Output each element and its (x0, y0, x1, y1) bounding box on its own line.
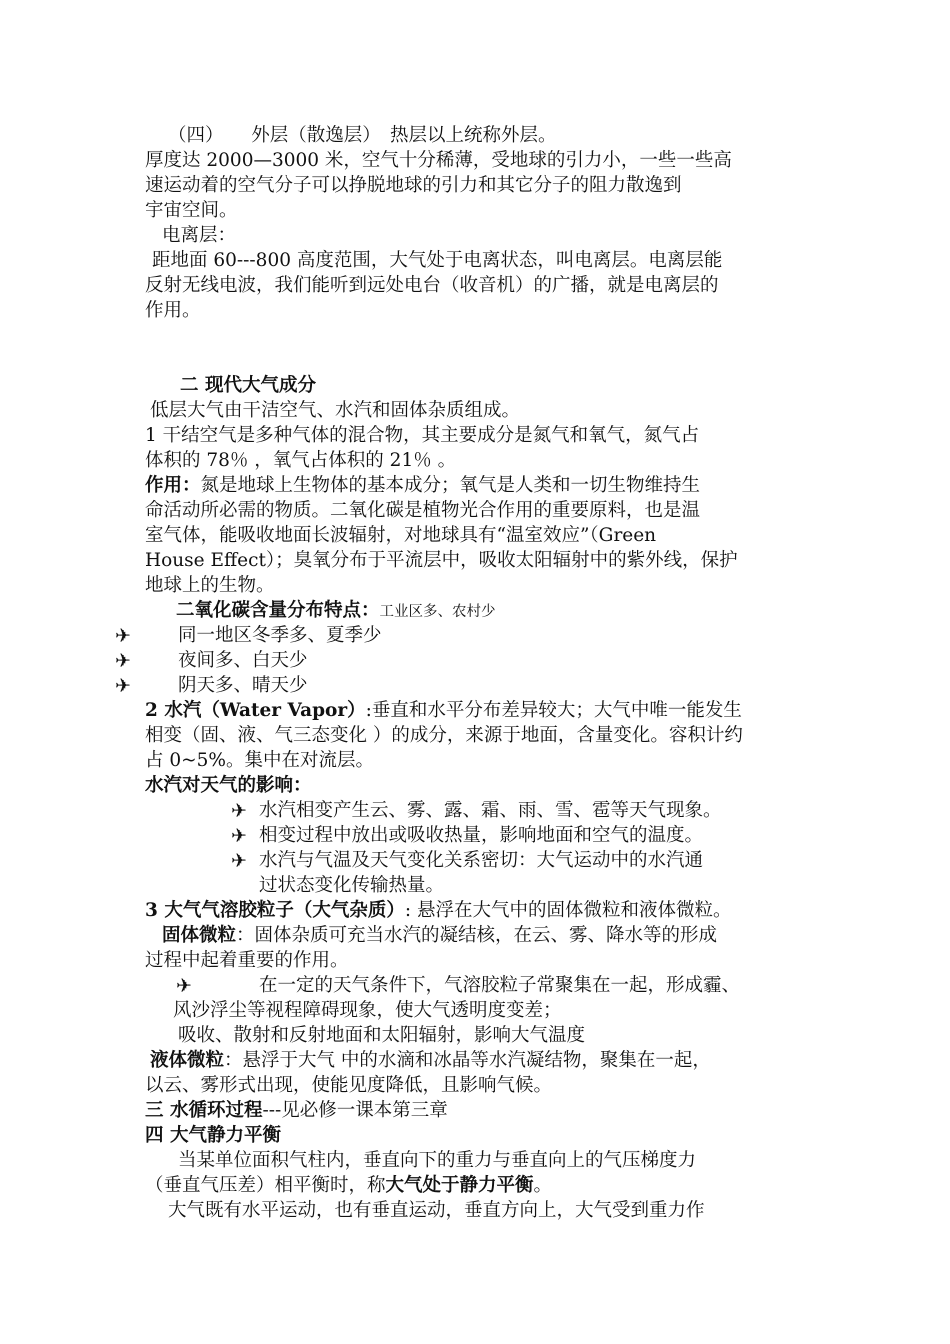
list-item: 阴天多、晴天少 (178, 675, 308, 696)
paragraph-line: 相变（固、液、气三态变化 ）的成分，来源于地面，含量变化。容积计约 (145, 725, 743, 746)
paragraph-line: House Effect）；臭氧分布于平流层中，吸收太阳辐射中的紫外线，保护 (145, 550, 738, 571)
paragraph-line: 宇宙空间。 (145, 200, 238, 221)
role-text: 氮是地球上生物体的基本成分；氧气是人类和一切生物维持生 (200, 475, 701, 496)
airplane-icon: ✈ (115, 675, 131, 697)
paragraph-line: 吸收、散射和反射地面和太阳辐射，影响大气温度 (178, 1025, 586, 1046)
paragraph-line: 风沙浮尘等视程障碍现象，使大气透明度变差； (173, 1000, 562, 1021)
paragraph-line: 在一定的天气条件下，气溶胶粒子常聚集在一起，形成霾、 (259, 975, 741, 996)
water-vapor-paragraph (145, 699, 742, 723)
list-item: 水汽相变产生云、雾、露、霜、雨、雪、雹等天气现象。 (259, 800, 722, 821)
paragraph-line: 作用。 (145, 300, 201, 321)
aerosol-paragraph (145, 899, 731, 923)
static-balance-line (145, 1174, 552, 1198)
water-vapor-effect-heading: 水汽对天气的影响： (145, 775, 312, 796)
section-3-heading-line (145, 1099, 448, 1123)
solid-label: 固体微粒 (162, 925, 237, 946)
section-3-heading: 三 水循环过程 (145, 1100, 263, 1121)
list-item: 同一地区冬季多、夏季少 (178, 625, 382, 646)
section-4-heading: 四 大气静力平衡 (145, 1125, 281, 1146)
co2-note: 工业区多、农村少 (379, 604, 496, 620)
paragraph-line: 距地面 60---800 高度范围，大气处于电离状态，叫电离层。电离层能 (152, 250, 723, 271)
static-balance-term: 大气处于静力平衡 (385, 1175, 534, 1196)
water-vapor-label: 2 水汽（Water Vapor） (145, 700, 366, 721)
paragraph-line: 低层大气由干洁空气、水汽和固体杂质组成。 (150, 400, 521, 421)
static-balance-text: （垂直气压差）相平衡时，称 (145, 1175, 386, 1196)
section-3-note: ---见必修一课本第三章 (262, 1100, 448, 1121)
aerosol-text: : 悬浮在大气中的固体微粒和液体微粒。 (404, 900, 732, 921)
solid-particles-paragraph (162, 924, 717, 948)
airplane-icon: ✈ (231, 850, 247, 872)
paragraph-line: 反射无线电波，我们能听到远处电台（收音机）的广播，就是电离层的 (145, 275, 719, 296)
co2-label: 二氧化碳含量分布特点： (176, 600, 380, 621)
ionosphere-title: 电离层： (162, 225, 237, 246)
aerosol-label: 3 大气气溶胶粒子（大气杂质） (145, 900, 405, 921)
section-2-heading: 二 现代大气成分 (180, 375, 316, 396)
airplane-icon: ✈ (115, 625, 131, 647)
solid-text: ：固体杂质可充当水汽的凝结核，在云、雾、降水等的形成 (236, 925, 718, 946)
section-4-title: （四） 外层（散逸层） 热层以上统称外层。 (168, 125, 557, 146)
paragraph-line: 占 0~5%。集中在对流层。 (145, 750, 375, 771)
list-item: 水汽与气温及天气变化关系密切：大气运动中的水汽通 (259, 850, 704, 871)
paragraph-line: 体积的 78％ ，氧气占体积的 21％ 。 (145, 450, 457, 471)
paragraph-line: 厚度达 2000—3000 米，空气十分稀薄，受地球的引力小，一些一些高 (145, 150, 732, 171)
liquid-particles-paragraph (150, 1049, 711, 1073)
paragraph-line: 大气既有水平运动，也有垂直运动，垂直方向上，大气受到重力作 (168, 1200, 705, 1221)
co2-heading (176, 599, 496, 624)
list-item: 夜间多、白天少 (178, 650, 308, 671)
paragraph-line: 过程中起着重要的作用。 (145, 950, 349, 971)
paragraph-line: 1 干结空气是多种气体的混合物，其主要成分是氮气和氧气，氮气占 (145, 425, 700, 446)
list-item-continuation: 过状态变化传输热量。 (259, 875, 445, 896)
role-paragraph (145, 474, 700, 498)
paragraph-line: 当某单位面积气柱内，垂直向下的重力与垂直向上的气压梯度力 (178, 1150, 697, 1171)
liquid-text: ：悬浮于大气 中的水滴和冰晶等水汽凝结物，聚集在一起， (224, 1050, 711, 1071)
airplane-icon: ✈ (231, 800, 247, 822)
paragraph-line: 以云、雾形式出现，使能见度降低，且影响气候。 (145, 1075, 553, 1096)
paragraph-line: 室气体，能吸收地面长波辐射，对地球具有“温室效应”（Green (145, 525, 657, 546)
paragraph-line: 地球上的生物。 (145, 575, 275, 596)
liquid-label: 液体微粒 (150, 1050, 225, 1071)
list-item: 相变过程中放出或吸收热量，影响地面和空气的温度。 (259, 825, 704, 846)
airplane-icon: ✈ (176, 975, 192, 997)
paragraph-line: 命活动所必需的物质。二氧化碳是植物光合作用的重要原料，也是温 (145, 500, 701, 521)
airplane-icon: ✈ (231, 825, 247, 847)
paragraph-line: 速运动着的空气分子可以挣脱地球的引力和其它分子的阻力散逸到 (145, 175, 682, 196)
static-balance-end: 。 (533, 1175, 553, 1196)
water-vapor-text: :垂直和水平分布差异较大；大气中唯一能发生 (365, 700, 742, 721)
role-label: 作用： (145, 475, 201, 496)
airplane-icon: ✈ (115, 650, 131, 672)
